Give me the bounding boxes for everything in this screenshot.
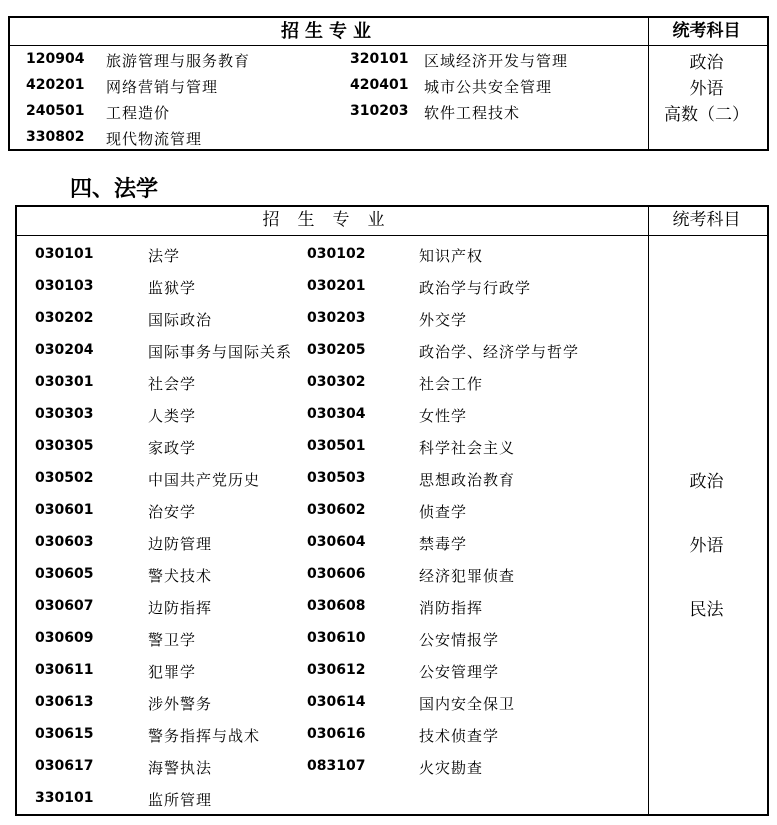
major-name: 旅游管理与服务教育 xyxy=(106,52,251,70)
major-code: 240501 xyxy=(26,103,85,119)
major-code: 030301 xyxy=(35,374,94,390)
major-name: 城市公共安全管理 xyxy=(424,78,553,96)
major-name: 警犬技术 xyxy=(148,567,213,585)
major-code: 030304 xyxy=(307,406,366,422)
major-code: 030201 xyxy=(307,278,366,294)
major-code: 030609 xyxy=(35,630,94,646)
major-code: 030605 xyxy=(35,566,94,582)
major-code: 420401 xyxy=(350,77,409,93)
major-code: 030612 xyxy=(307,662,366,678)
major-code: 030611 xyxy=(35,662,94,678)
major-code: 083107 xyxy=(307,758,366,774)
major-name: 边防管理 xyxy=(148,535,213,553)
major-name: 国际事务与国际关系 xyxy=(148,343,293,361)
major-name: 禁毒学 xyxy=(419,535,468,553)
major-name: 火灾勘查 xyxy=(419,759,484,777)
major-code: 420201 xyxy=(26,77,85,93)
major-name: 犯罪学 xyxy=(148,663,197,681)
major-code: 030205 xyxy=(307,342,366,358)
major-name: 侦查学 xyxy=(419,503,468,521)
major-name: 软件工程技术 xyxy=(424,104,521,122)
header-divider xyxy=(17,235,767,236)
section-title: 四、法学 xyxy=(70,177,159,202)
table-header-subjects: 统考科目 xyxy=(672,21,741,41)
major-name: 警卫学 xyxy=(148,631,197,649)
major-code: 030303 xyxy=(35,406,94,422)
column-divider xyxy=(648,207,649,814)
major-code: 320101 xyxy=(350,51,409,67)
major-name: 网络营销与管理 xyxy=(106,78,219,96)
exam-subject: 政治 xyxy=(689,472,724,492)
major-name: 家政学 xyxy=(148,439,197,457)
major-code: 030607 xyxy=(35,598,94,614)
major-code: 030503 xyxy=(307,470,366,486)
major-name: 法学 xyxy=(148,247,181,265)
major-code: 030302 xyxy=(307,374,366,390)
major-code: 120904 xyxy=(26,51,85,67)
major-code: 030103 xyxy=(35,278,94,294)
major-code: 030617 xyxy=(35,758,94,774)
major-name: 科学社会主义 xyxy=(419,439,516,457)
major-name: 外交学 xyxy=(419,311,468,329)
major-code: 310203 xyxy=(350,103,409,119)
exam-subject: 外语 xyxy=(689,79,724,99)
major-code: 030502 xyxy=(35,470,94,486)
table-header-subjects: 统考科目 xyxy=(672,210,741,230)
major-name: 区域经济开发与管理 xyxy=(424,52,569,70)
table-header-majors: 招生专业 xyxy=(281,21,377,42)
major-code: 330101 xyxy=(35,790,94,806)
major-code: 030603 xyxy=(35,534,94,550)
major-code: 030602 xyxy=(307,502,366,518)
major-name: 思想政治教育 xyxy=(419,471,516,489)
law-majors-table xyxy=(15,205,769,816)
exam-subject: 政治 xyxy=(689,53,724,73)
major-name: 监所管理 xyxy=(148,791,213,809)
major-name: 现代物流管理 xyxy=(106,130,203,148)
major-code: 030614 xyxy=(307,694,366,710)
major-name: 工程造价 xyxy=(106,104,171,122)
exam-subject: 民法 xyxy=(689,600,724,620)
exam-subject: 外语 xyxy=(689,536,724,556)
majors-table-continued xyxy=(8,16,769,151)
major-name: 公安管理学 xyxy=(419,663,500,681)
major-name: 国际政治 xyxy=(148,311,213,329)
major-name: 人类学 xyxy=(148,407,197,425)
major-code: 030202 xyxy=(35,310,94,326)
major-name: 涉外警务 xyxy=(148,695,213,713)
major-name: 消防指挥 xyxy=(419,599,484,617)
major-name: 女性学 xyxy=(419,407,468,425)
major-code: 030608 xyxy=(307,598,366,614)
major-name: 边防指挥 xyxy=(148,599,213,617)
major-name: 治安学 xyxy=(148,503,197,521)
major-name: 中国共产党历史 xyxy=(148,471,261,489)
major-name: 公安情报学 xyxy=(419,631,500,649)
major-name: 技术侦查学 xyxy=(419,727,500,745)
major-code: 030606 xyxy=(307,566,366,582)
major-code: 030102 xyxy=(307,246,366,262)
major-name: 政治学与行政学 xyxy=(419,279,532,297)
major-code: 030101 xyxy=(35,246,94,262)
major-code: 030604 xyxy=(307,534,366,550)
major-name: 监狱学 xyxy=(148,279,197,297)
table-header-majors: 招生专业 xyxy=(262,210,403,230)
major-name: 政治学、经济学与哲学 xyxy=(419,343,580,361)
major-code: 030615 xyxy=(35,726,94,742)
major-name: 警务指挥与战术 xyxy=(148,727,261,745)
major-code: 030616 xyxy=(307,726,366,742)
major-name: 经济犯罪侦查 xyxy=(419,567,516,585)
major-name: 社会学 xyxy=(148,375,197,393)
major-code: 030305 xyxy=(35,438,94,454)
major-name: 社会工作 xyxy=(419,375,484,393)
header-divider xyxy=(10,45,767,46)
exam-subject: 高数（二） xyxy=(664,105,749,125)
major-code: 030203 xyxy=(307,310,366,326)
major-name: 知识产权 xyxy=(419,247,484,265)
major-name: 国内安全保卫 xyxy=(419,695,516,713)
major-code: 330802 xyxy=(26,129,85,145)
major-name: 海警执法 xyxy=(148,759,213,777)
major-code: 030501 xyxy=(307,438,366,454)
major-code: 030601 xyxy=(35,502,94,518)
major-code: 030204 xyxy=(35,342,94,358)
major-code: 030613 xyxy=(35,694,94,710)
major-code: 030610 xyxy=(307,630,366,646)
